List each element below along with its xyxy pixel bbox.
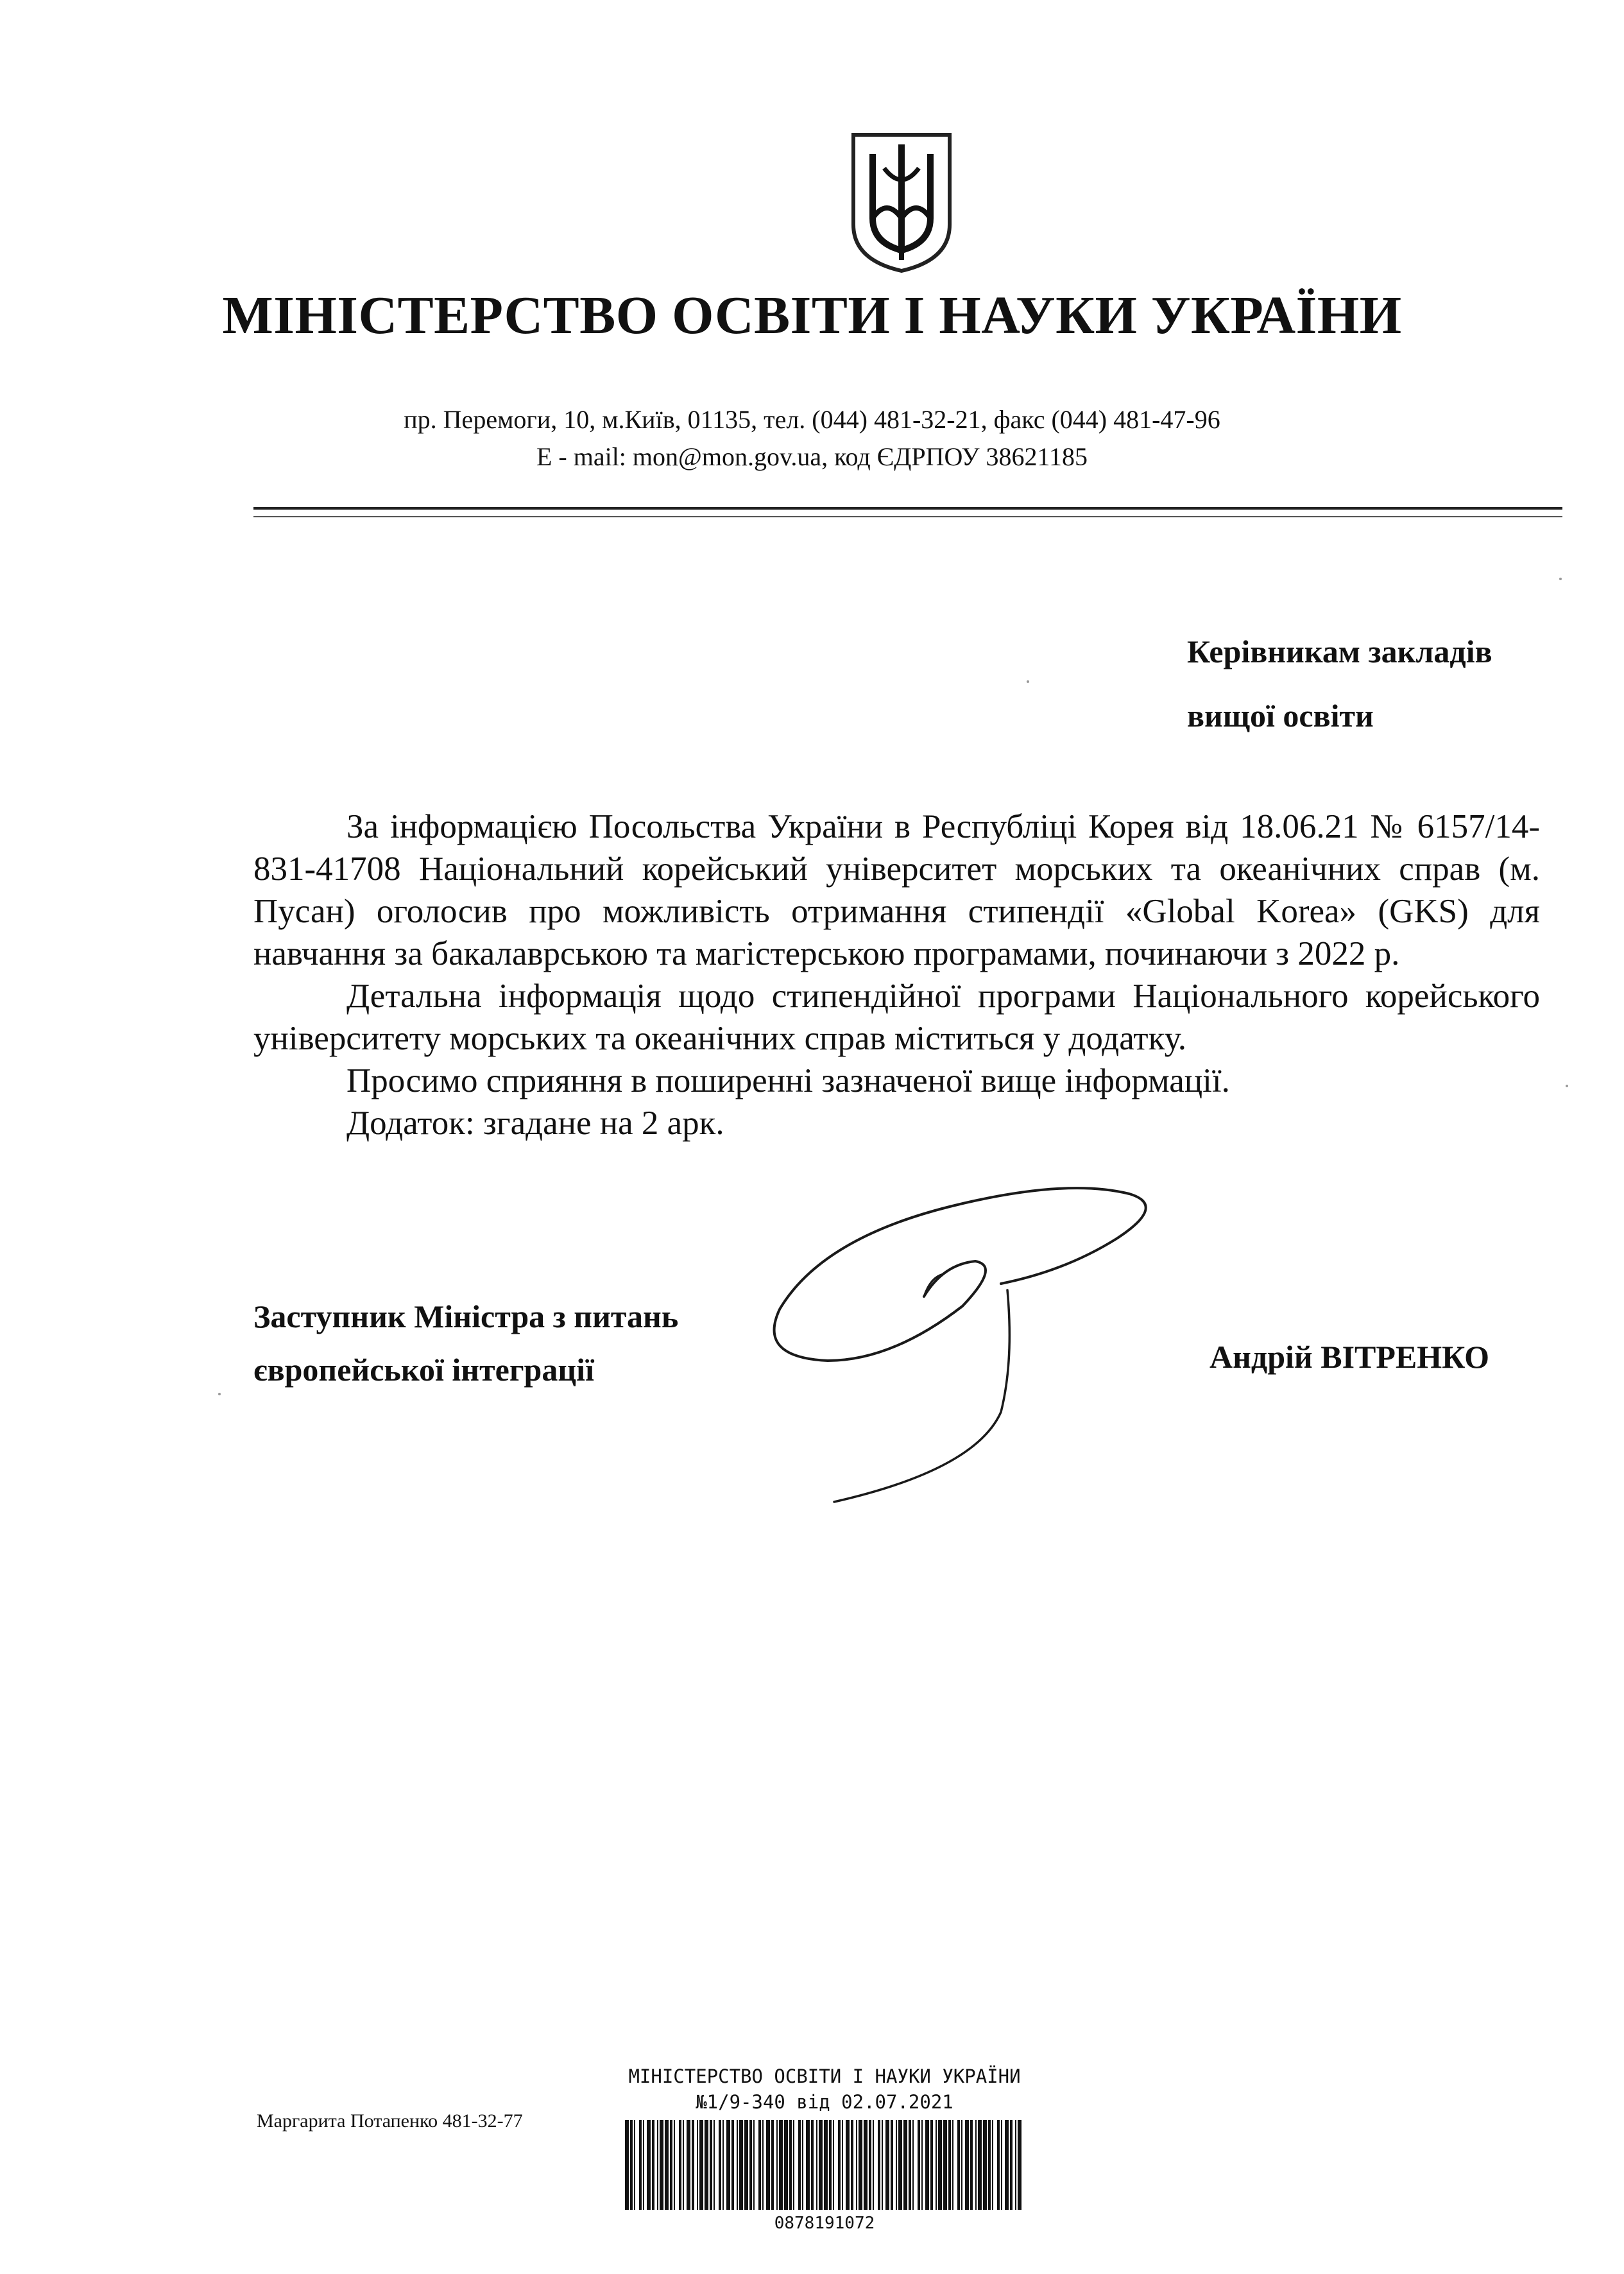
barcode-bar [806, 2120, 810, 2210]
barcode-bar [878, 2120, 880, 2210]
barcode-bar [779, 2120, 783, 2210]
barcode-bar [824, 2120, 828, 2210]
scan-speck [1027, 680, 1029, 683]
body-paragraph-3: Просимо сприяння в поширенні зазначеної вище інформації. [346, 1062, 1230, 1099]
barcode-bar [975, 2120, 977, 2210]
barcode-bar [1018, 2120, 1021, 2210]
barcode-bar [776, 2120, 778, 2210]
email-line: E - mail: mon@mon.gov.ua, код ЄДРПОУ 38621185 [536, 442, 1088, 471]
barcode-bar [851, 2120, 853, 2210]
barcode-bar [936, 2120, 937, 2210]
barcode-bar [753, 2120, 755, 2210]
barcode-bar [630, 2120, 633, 2210]
barcode-bar [647, 2120, 651, 2210]
barcode-bar [802, 2120, 803, 2210]
barcode-bar [710, 2120, 712, 2210]
barcode-bar [726, 2120, 730, 2210]
barcode-bar [719, 2120, 721, 2210]
handwritten-signature [731, 1168, 1245, 1528]
barcode-bar [873, 2120, 874, 2210]
barcode-bar [683, 2120, 684, 2210]
barcode-bar [744, 2120, 748, 2210]
barcode-bar [674, 2120, 675, 2210]
addressee-line-1: Керівникам закладів [1187, 633, 1492, 669]
barcode-bar [692, 2120, 694, 2210]
barcode-bar [903, 2120, 907, 2210]
barcode-bar [921, 2120, 923, 2210]
barcode-bar [670, 2120, 672, 2210]
barcode-bar [846, 2120, 850, 2210]
barcode-bar [697, 2120, 698, 2210]
registration-stamp [600, 2063, 1049, 2234]
body-paragraph-2: Детальна інформація щодо стипендійної програми Національного корейського університету морських та океанічних справ міститься у додатку. [253, 978, 1540, 1057]
barcode-bar [988, 2120, 991, 2210]
barcode-bar [639, 2120, 642, 2210]
signatory-position-line-1: Заступник Міністра з питань [253, 1298, 679, 1334]
barcode-bar [859, 2120, 862, 2210]
barcode-bar [660, 2120, 663, 2210]
barcode-bar [978, 2120, 982, 2210]
barcode-bar [838, 2120, 841, 2210]
barcode-bar [657, 2120, 658, 2210]
barcode-bar [842, 2120, 843, 2210]
barcode-bar [731, 2120, 734, 2210]
barcode-bar [798, 2120, 801, 2210]
barcode-bar [762, 2120, 764, 2210]
barcode-bar [652, 2120, 654, 2210]
registration-organization: МІНІСТЕРСТВО ОСВІТИ І НАУКИ УКРАЇНИ [628, 2065, 1021, 2087]
letter-body [253, 805, 1540, 1144]
header-divider-top [253, 507, 1562, 510]
body-paragraph-1: За інформацією Посольства України в Республіці Корея від 18.06.21 № 6157/14-831-41708 Національний корейський університет морських та океанічних справ (м. Пусан) оголосив про можливість отримання стипендії «Global Korea» (GKS) для навчання за бакалаврською та магістерською програмами, починаючи з 2022 р. [253, 808, 1540, 972]
barcode-bar [992, 2120, 993, 2210]
barcode-bar [898, 2120, 902, 2210]
barcode-bar [891, 2120, 893, 2210]
barcode-icon [622, 2120, 1027, 2210]
barcode-bar [739, 2120, 743, 2210]
barcode-bar [766, 2120, 770, 2210]
barcode-bar [948, 2120, 951, 2210]
barcode-bar [930, 2120, 933, 2210]
barcode-bar [784, 2120, 788, 2210]
barcode-bar [943, 2120, 947, 2210]
barcode-bar [1010, 2120, 1013, 2210]
barcode-bar [793, 2120, 794, 2210]
barcode-bar [643, 2120, 644, 2210]
barcode-bar [885, 2120, 889, 2210]
barcode-bar [829, 2120, 832, 2210]
signatory-name: Андрій ВІТРЕНКО [1209, 1339, 1490, 1375]
barcode-bar [997, 2120, 1000, 2210]
trident-icon [847, 128, 956, 276]
ministry-title: МІНІСТЕРСТВО ОСВІТИ І НАУКИ УКРАЇНИ [222, 286, 1402, 345]
barcode-bar [869, 2120, 871, 2210]
barcode-number: 0878191072 [774, 2214, 875, 2233]
letterhead-contacts [0, 401, 1624, 476]
barcode-bar [811, 2120, 814, 2210]
addressee-block [1187, 619, 1572, 748]
scan-speck [1559, 578, 1562, 580]
barcode-bar [1015, 2120, 1016, 2210]
barcode-bar [918, 2120, 920, 2210]
signatory-position-line-2: європейської інтеграції [253, 1352, 594, 1388]
registration-number: №1/9-340 від 02.07.2021 [696, 2091, 953, 2113]
barcode-bar [896, 2120, 897, 2210]
barcode-bar [679, 2120, 681, 2210]
barcode-bar [882, 2120, 883, 2210]
barcode-bar [856, 2120, 857, 2210]
attachment-note: Додаток: згадане на 2 арк. [346, 1105, 724, 1142]
barcode-bar [983, 2120, 987, 2210]
barcode-bar [771, 2120, 774, 2210]
barcode-bar [737, 2120, 738, 2210]
addressee-line-2: вищої освіти [1187, 698, 1374, 734]
barcode-bar [634, 2120, 635, 2210]
barcode-bar [714, 2120, 715, 2210]
barcode-bar [705, 2120, 708, 2210]
barcode-bar [957, 2120, 960, 2210]
barcode-bar [909, 2120, 911, 2210]
barcode-bar [961, 2120, 962, 2210]
barcode-bar [938, 2120, 942, 2210]
barcode-bar [952, 2120, 953, 2210]
executor-contact: Маргарита Потапенко 481-32-77 [257, 2110, 523, 2132]
barcode-bar [749, 2120, 752, 2210]
address-line: пр. Перемоги, 10, м.Київ, 01135, тел. (044) 481-32-21, факс (044) 481-47-96 [404, 405, 1220, 434]
barcode-bar [864, 2120, 868, 2210]
barcode-bar [665, 2120, 669, 2210]
barcode-bar [819, 2120, 823, 2210]
barcode-bar [699, 2120, 703, 2210]
barcode-bar [816, 2120, 817, 2210]
barcode-bar [1005, 2120, 1009, 2210]
header-divider-bottom [253, 516, 1562, 517]
barcode-bar [925, 2120, 929, 2210]
barcode-bar [1001, 2120, 1002, 2210]
scan-speck [218, 1393, 221, 1395]
scan-speck [1566, 1085, 1568, 1087]
barcode-bar [687, 2120, 690, 2210]
barcode-bar [965, 2120, 969, 2210]
barcode-bar [722, 2120, 724, 2210]
barcode-bar [625, 2120, 629, 2210]
barcode-bar [789, 2120, 792, 2210]
barcode-bar [970, 2120, 973, 2210]
barcode-bar [833, 2120, 834, 2210]
barcode-bar [912, 2120, 914, 2210]
barcode-bar [758, 2120, 761, 2210]
